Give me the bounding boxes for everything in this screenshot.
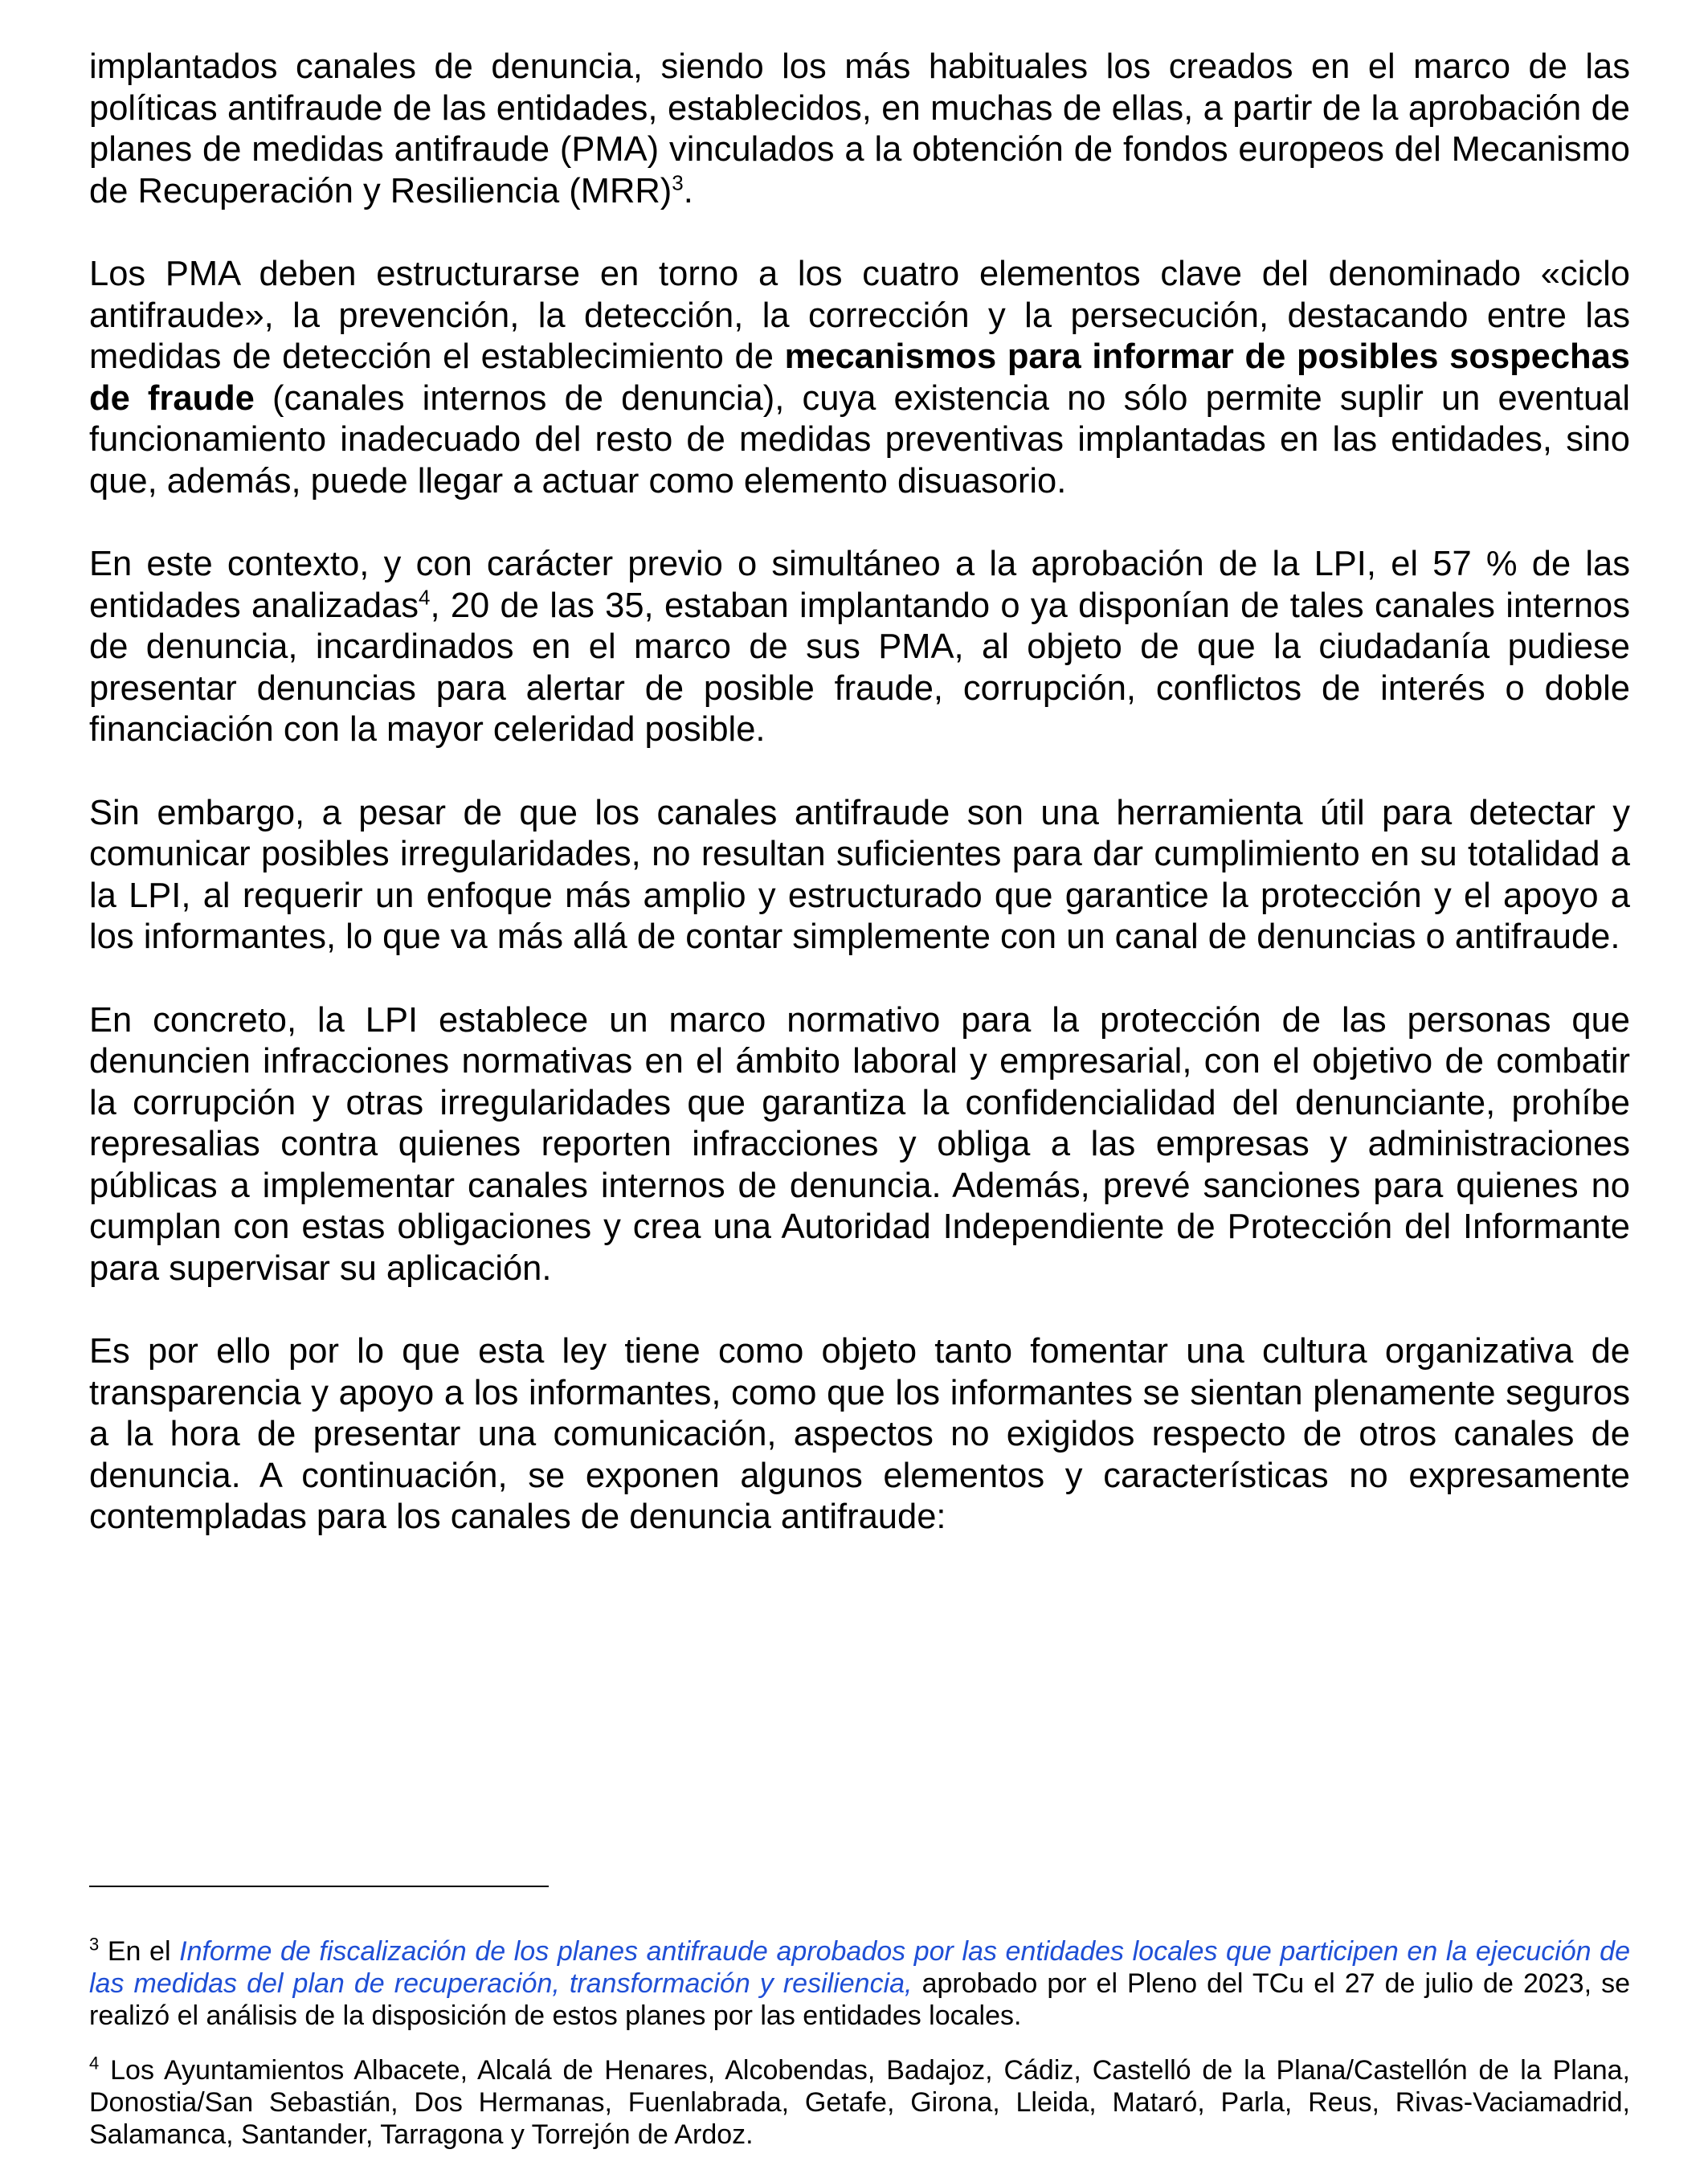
paragraph-2-bold-phrase: mecanismos para informar de posibles sospechas de fraude — [89, 337, 1630, 418]
paragraph-5: En concreto, la LPI establece un marco normativo para la protección de las personas que denuncien infracciones normativas en el ámbito laboral y empresarial, con el objetivo de combatir la corrupción y otras irregularidades que garantiza la confidencialidad del denunciante, prohíbe represalias contra quienes reporten infracciones y obliga a las empresas y administraciones públicas a implementar canales internos de denuncia. Además, prevé sanciones para quienes no cumplan con estas obligaciones y crea una Autoridad Independiente de Protección del Informante para supervisar su aplicación. — [89, 1000, 1630, 1288]
footnote-4-number: 4 — [89, 2053, 100, 2074]
paragraph-3-before: En este contexto, y con carácter previo o simultáneo a la aprobación de la LPI, el 57 % de las entidades analizadas — [89, 545, 1630, 625]
paragraph-3 — [89, 544, 1630, 751]
footnote-3-number: 3 — [89, 1934, 100, 1955]
paragraph-3-after: , 20 de las 35, estaban implantando o ya disponían de tales canales internos de denuncia, incardinados en el marco de sus PMA, al objeto de que la ciudadanía pudiese presentar denuncias para alertar de posible fraude, corrupción, conflictos de interés o doble financiación con la mayor celeridad posible. — [89, 586, 1630, 749]
paragraph-2-after: (canales internos de denuncia), cuya existencia no sólo permite suplir un eventual funcionamiento inadecuado del resto de medidas preventivas implantadas en las entidades, sino que, además, puede llegar a actuar como elemento disuasorio. — [89, 378, 1630, 501]
footnote-ref-4[interactable]: 4 — [418, 585, 431, 609]
paragraph-4: Sin embargo, a pesar de que los canales antifraude son una herramienta útil para detectar y comunicar posibles irregularidades, no resultan suficientes para dar cumplimiento en su totalidad a la LPI, al requerir un enfoque más amplio y estructurado que garantice la protección y el apoyo a los informantes, lo que va más allá de contar simplemente con un canal de denuncias o antifraude. — [89, 793, 1630, 956]
paragraph-2-before: Los PMA deben estructurarse en torno a los cuatro elementos clave del denominado «ciclo antifraude», la prevención, la detección, la corrección y la persecución, destacando entre las medidas de detección el establecimiento de — [89, 255, 1630, 376]
footnote-ref-3[interactable]: 3 — [672, 170, 684, 194]
footnote-separator — [89, 1886, 549, 1887]
footnotes-section — [89, 1886, 1630, 2173]
footnote-4-text: Los Ayuntamientos Albacete, Alcalá de Henares, Alcobendas, Badajoz, Cádiz, Castelló de la Plana/Castellón de la Plana, Donostia/San Sebastián, Dos Hermanas, Fuenlabrada, Getafe, Girona, Lleida, Mataró, Parla, Reus, Rivas-Vaciamadrid, Salamanca, Santander, Tarragona y Torrejón de Ardoz. — [89, 2055, 1630, 2150]
footnote-3-after: aprobado por el Pleno del TCu el 27 de julio de 2023, se realizó el análisis de la disposición de estos planes por las entidades locales. — [89, 1968, 1631, 2031]
paragraph-1-tail: . — [683, 171, 693, 210]
footnote-3 — [89, 1935, 1630, 2032]
footnote-3-before: En el — [99, 1936, 180, 1967]
paragraph-2 — [89, 254, 1630, 502]
footnote-3-report-link[interactable]: Informe de fiscalización de los planes antifraude aprobados por las entidades locales que participen en la ejecución de las medidas del plan de recuperación, transformación y resiliencia, — [89, 1936, 1630, 1999]
paragraph-1-text: implantados canales de denuncia, siendo los más habituales los creados en el marco de las políticas antifraude de las entidades, establecidos, en muchas de ellas, a partir de la aprobación de planes de medidas antifraude (PMA) vinculados a la obtención de fondos europeos del Mecanismo de Recuperación y Resiliencia (MRR) — [89, 47, 1630, 210]
paragraph-6: Es por ello por lo que esta ley tiene como objeto tanto fomentar una cultura organizativa de transparencia y apoyo a los informantes, como que los informantes se sientan plenamente seguros a la hora de presentar una comunicación, aspectos no exigidos respecto de otros canales de denuncia. A continuación, se exponen algunos elementos y características no expresamente contempladas para los canales de denuncia antifraude: — [89, 1332, 1630, 1536]
document-body — [89, 47, 1630, 1580]
paragraph-1 — [89, 47, 1630, 212]
footnote-4 — [89, 2054, 1630, 2151]
